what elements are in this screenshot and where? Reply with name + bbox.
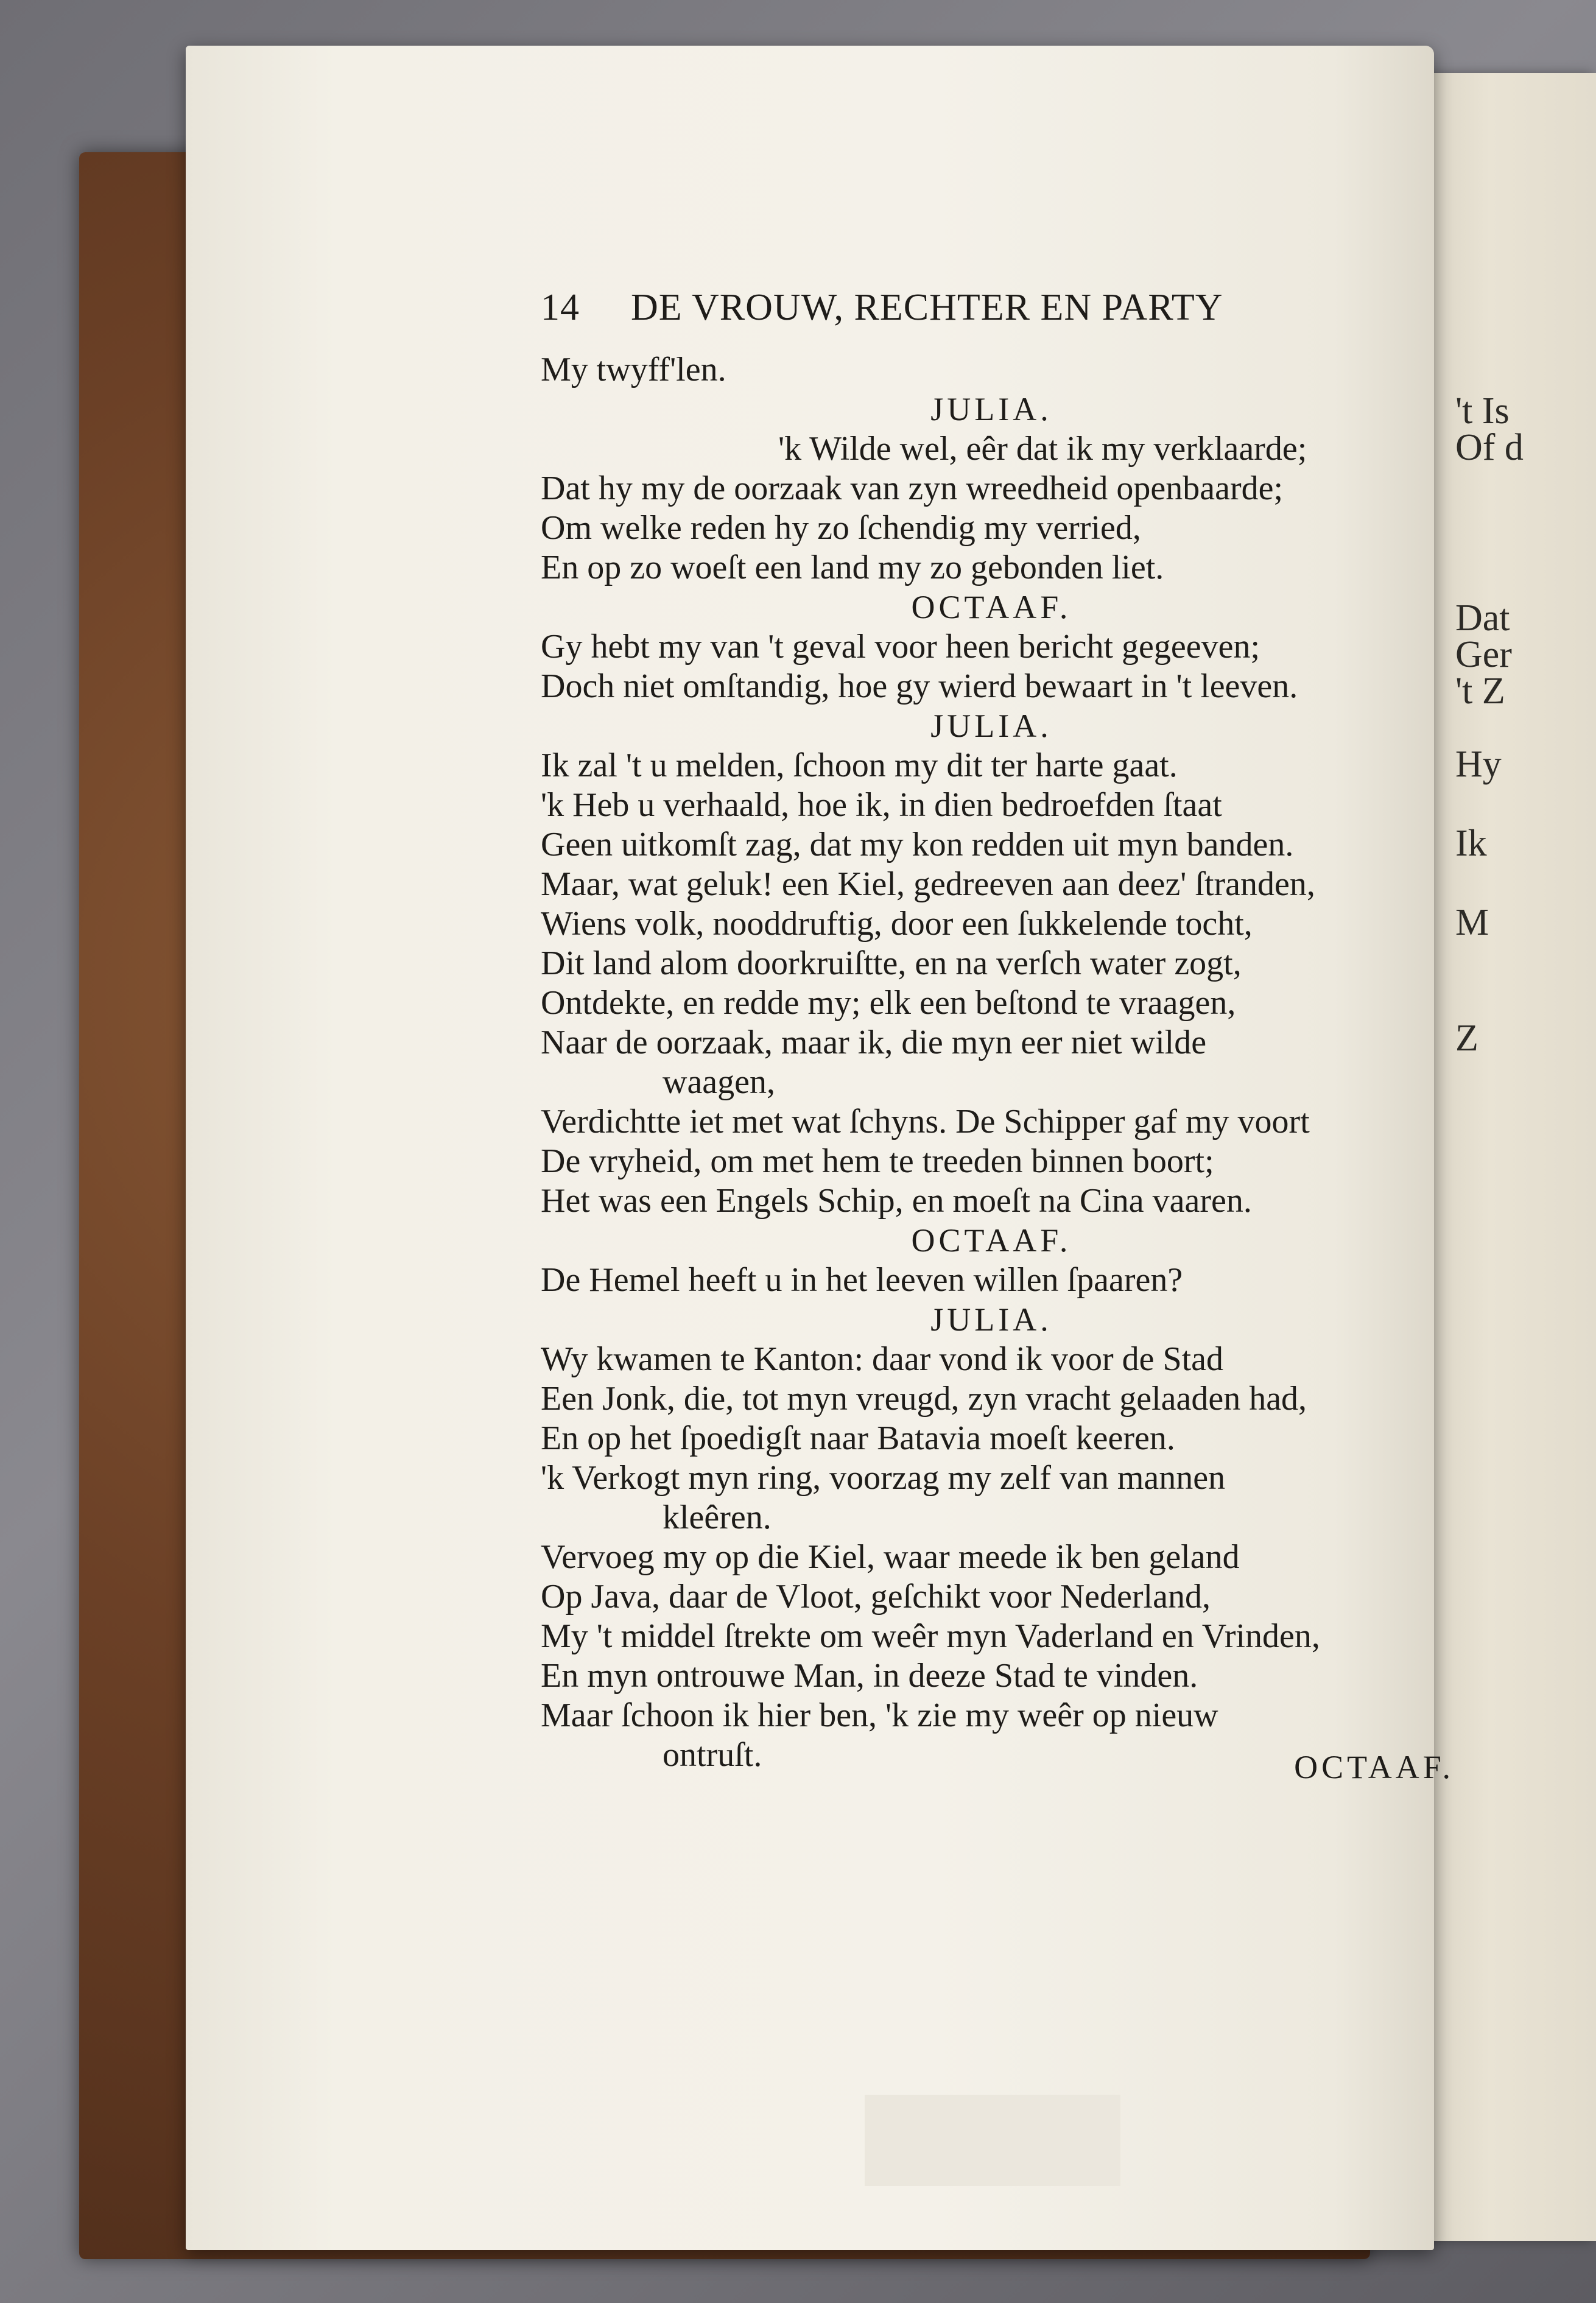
running-title: DE VROUW, RECHTER EN PARTY bbox=[631, 287, 1223, 328]
verse-line: Verdichtte iet met wat ſchyns. De Schipper gaf my voort bbox=[541, 1103, 1310, 1141]
verse-line: kleêren. bbox=[663, 1499, 772, 1536]
running-header bbox=[541, 286, 1332, 341]
verse-line: Om welke reden hy zo ſchendig my verried, bbox=[541, 509, 1141, 547]
facing-page-text: Ik bbox=[1455, 823, 1487, 864]
verse-line: ontruſt. bbox=[663, 1736, 762, 1774]
verse-line: Het was een Engels Schip, en moeſt na Cina vaaren. bbox=[541, 1182, 1252, 1220]
facing-page-text: 't Z bbox=[1455, 670, 1505, 712]
verse-line: De vryheid, om met hem te treeden binnen boort; bbox=[541, 1142, 1214, 1180]
facing-page bbox=[1419, 73, 1596, 2241]
verse-text bbox=[541, 350, 1442, 1775]
redacted-area bbox=[865, 2095, 1120, 2186]
verse-line: En op zo woeſt een land my zo gebonden liet. bbox=[541, 549, 1164, 586]
speaker-name: OCTAAF. bbox=[911, 589, 1072, 625]
verse-line: Wiens volk, nooddruftig, door een ſukkelende tocht, bbox=[541, 905, 1253, 943]
verse-line: waagen, bbox=[663, 1063, 776, 1101]
verse-line: Maar ſchoon ik hier ben, 'k zie my weêr op nieuw bbox=[541, 1696, 1218, 1734]
verse-line: Dat hy my de oorzaak van zyn wreedheid openbaarde; bbox=[541, 469, 1284, 507]
facing-page-text: 't Is bbox=[1455, 390, 1510, 432]
catchword: OCTAAF. bbox=[1294, 1749, 1454, 1785]
verse-line: Een Jonk, die, tot myn vreugd, zyn vracht gelaaden had, bbox=[541, 1380, 1307, 1418]
speaker-name: JULIA. bbox=[930, 708, 1052, 744]
facing-page-text: Ger bbox=[1455, 634, 1512, 675]
verse-line: My twyff'len. bbox=[541, 351, 726, 389]
verse-line: 'k Wilde wel, eêr dat ik my verklaarde; bbox=[778, 430, 1307, 468]
verse-line: En op het ſpoedigſt naar Batavia moeſt keeren. bbox=[541, 1419, 1175, 1457]
verse-line: En myn ontrouwe Man, in deeze Stad te vinden. bbox=[541, 1657, 1198, 1695]
verse-line: My 't middel ſtrekte om weêr myn Vaderland en Vrinden, bbox=[541, 1617, 1320, 1655]
verse-line: Geen uitkomſt zag, dat my kon redden uit myn banden. bbox=[541, 826, 1294, 863]
verse-line: 'k Verkogt myn ring, voorzag my zelf van mannen bbox=[541, 1459, 1226, 1497]
verse-line: Maar, wat geluk! een Kiel, gedreeven aan deez' ſtranden, bbox=[541, 865, 1315, 903]
speaker-name: JULIA. bbox=[930, 1301, 1052, 1338]
verse-line: Wy kwamen te Kanton: daar vond ik voor de Stad bbox=[541, 1340, 1224, 1378]
page-number: 14 bbox=[541, 287, 580, 328]
verse-line: Dit land alom doorkruiſtte, en na verſch water zogt, bbox=[541, 944, 1242, 982]
verse-line: Naar de oorzaak, maar ik, die myn eer niet wilde bbox=[541, 1024, 1207, 1061]
facing-page-text: Z bbox=[1455, 1018, 1478, 1059]
speaker-name: OCTAAF. bbox=[911, 1222, 1072, 1259]
verse-line: Ontdekte, en redde my; elk een beſtond te vraagen, bbox=[541, 984, 1236, 1022]
verse-line: Op Java, daar de Vloot, geſchikt voor Nederland, bbox=[541, 1578, 1211, 1616]
verse-line: Doch niet omſtandig, hoe gy wierd bewaart in 't leeven. bbox=[541, 667, 1298, 705]
verse-line: Vervoeg my op die Kiel, waar meede ik ben geland bbox=[541, 1538, 1240, 1576]
facing-page-text: Hy bbox=[1455, 744, 1502, 785]
facing-page-text: M bbox=[1455, 902, 1489, 943]
facing-page-text: Dat bbox=[1455, 597, 1510, 639]
verse-line: Ik zal 't u melden, ſchoon my dit ter harte gaat. bbox=[541, 747, 1178, 784]
facing-page-text: Of d bbox=[1455, 427, 1524, 468]
verse-line: De Hemel heeft u in het leeven willen ſpaaren? bbox=[541, 1261, 1183, 1299]
verse-line: Gy hebt my van 't geval voor heen bericht gegeeven; bbox=[541, 628, 1260, 666]
speaker-name: JULIA. bbox=[930, 391, 1052, 427]
verse-line: 'k Heb u verhaald, hoe ik, in dien bedroefden ſtaat bbox=[541, 786, 1222, 824]
